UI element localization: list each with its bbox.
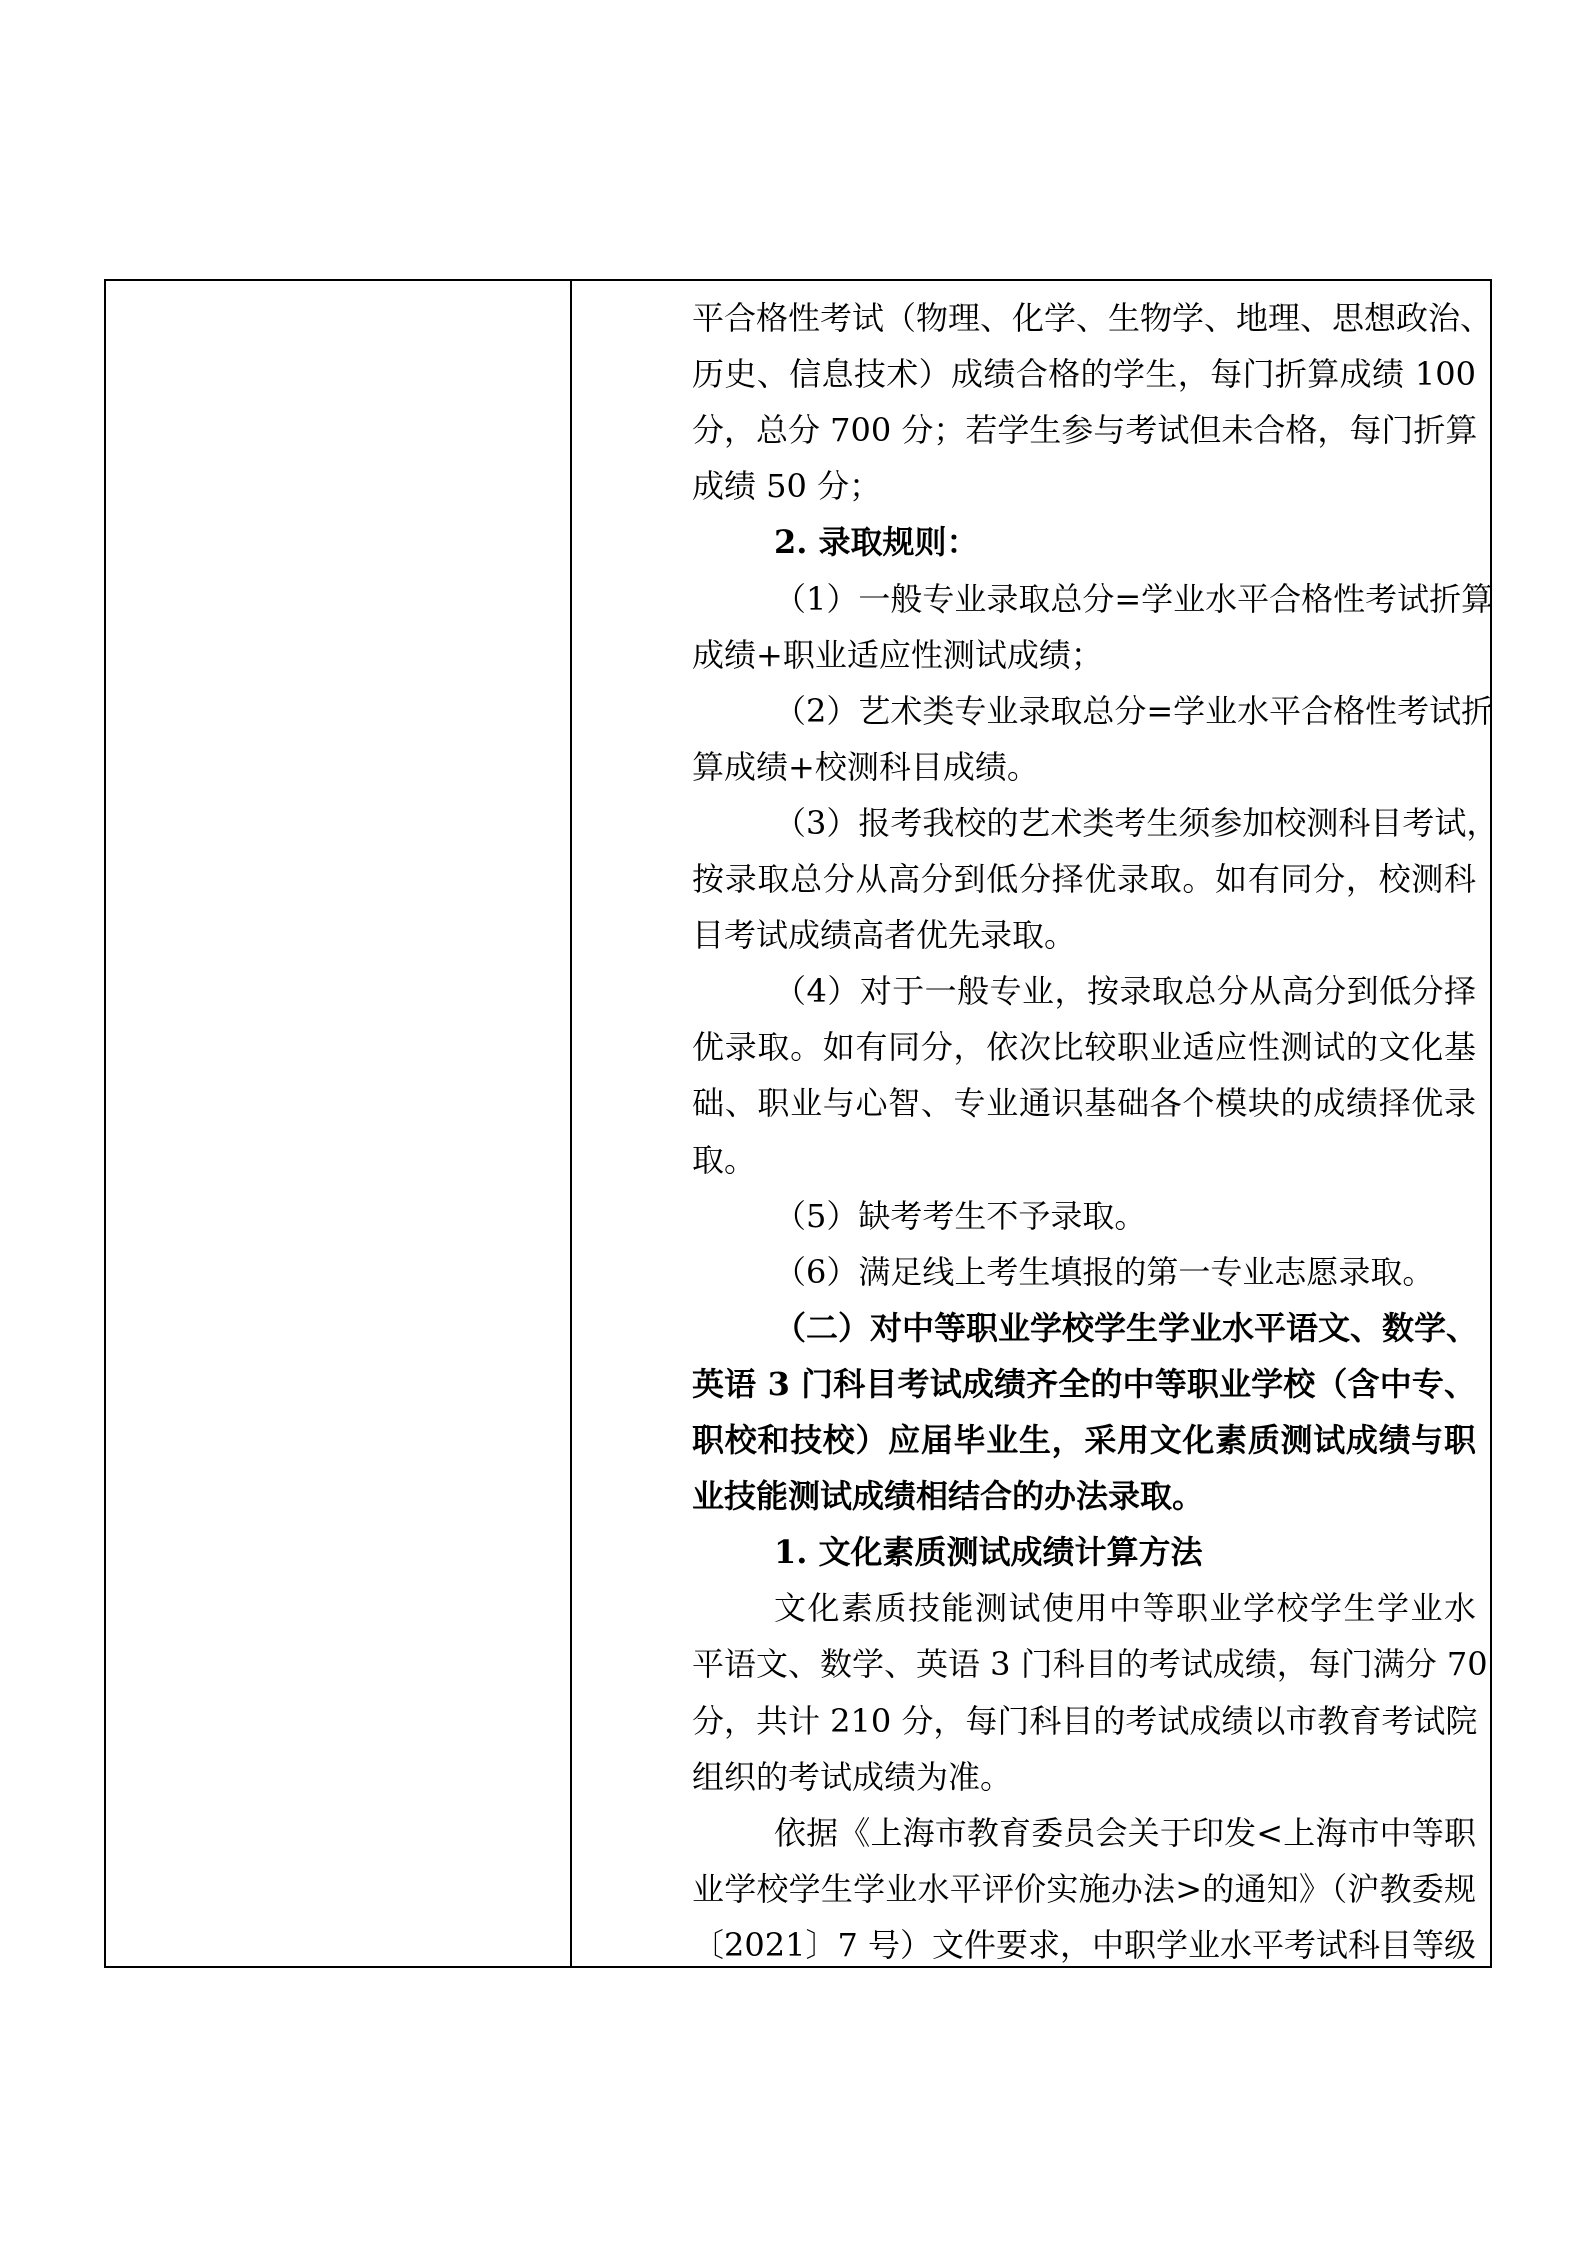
text-line: （4）对于一般专业，按录取总分从高分到低分择: [774, 972, 1476, 1011]
text-line: 平语文、数学、英语 3 门科目的考试成绩，每门满分 70: [692, 1645, 1488, 1684]
text-line: 分，总分 700 分；若学生参与考试但未合格，每门折算: [692, 411, 1478, 450]
text-line: 业技能测试成绩相结合的办法录取。: [692, 1477, 1205, 1516]
text-line: 取。: [692, 1140, 757, 1179]
text-line: 1. 文化素质测试成绩计算方法: [774, 1533, 1203, 1572]
text-line: （二）对中等职业学校学生学业水平语文、数学、: [774, 1308, 1479, 1347]
text-line: （2）艺术类专业录取总分=学业水平合格性考试折: [774, 691, 1494, 730]
text-line: 成绩 50 分；: [692, 467, 882, 506]
text-line: 组织的考试成绩为准。: [692, 1757, 1013, 1796]
text-line: 依据《上海市教育委员会关于印发<上海市中等职: [774, 1813, 1476, 1852]
text-line: 2. 录取规则：: [774, 523, 979, 562]
text-line: 历史、信息技术）成绩合格的学生，每门折算成绩 100: [692, 355, 1476, 394]
text-line: 平合格性考试（物理、化学、生物学、地理、思想政治、: [692, 299, 1493, 337]
text-line: （3）报考我校的艺术类考生须参加校测科目考试，: [774, 803, 1499, 842]
text-line: 算成绩+校测科目成绩。: [692, 747, 1039, 786]
text-line: 业学校学生学业水平评价实施办法>的通知》（沪教委规: [692, 1869, 1476, 1908]
text-line: 职校和技校）应届毕业生，采用文化素质测试成绩与职: [692, 1421, 1476, 1459]
text-line: 文化素质技能测试使用中等职业学校学生学业水: [774, 1589, 1476, 1628]
text-line: 分，共计 210 分，每门科目的考试成绩以市教育考试院: [692, 1701, 1478, 1740]
table-right-column: [572, 281, 1499, 1966]
text-line: （6）满足线上考生填报的第一专业志愿录取。: [774, 1252, 1435, 1291]
text-line: 成绩+职业适应性测试成绩；: [692, 635, 1103, 674]
text-line: 础、职业与心智、专业通识基础各个模块的成绩择优录: [692, 1084, 1476, 1123]
text-line: （1）一般专业录取总分=学业水平合格性考试折算: [774, 579, 1494, 618]
text-line: 按录取总分从高分到低分择优录取。如有同分，校测科: [692, 860, 1476, 898]
text-line: （5）缺考考生不予录取。: [774, 1196, 1147, 1235]
table-left-column: [106, 281, 572, 1966]
text-line: 优录取。如有同分，依次比较职业适应性测试的文化基: [692, 1028, 1476, 1067]
text-line: 〔2021〕7 号）文件要求，中职学业水平考试科目等级: [692, 1925, 1476, 1964]
text-line: 英语 3 门科目考试成绩齐全的中等职业学校（含中专、: [692, 1364, 1476, 1403]
document-table: [104, 279, 1499, 1968]
text-line: 目考试成绩高者优先录取。: [692, 916, 1077, 955]
